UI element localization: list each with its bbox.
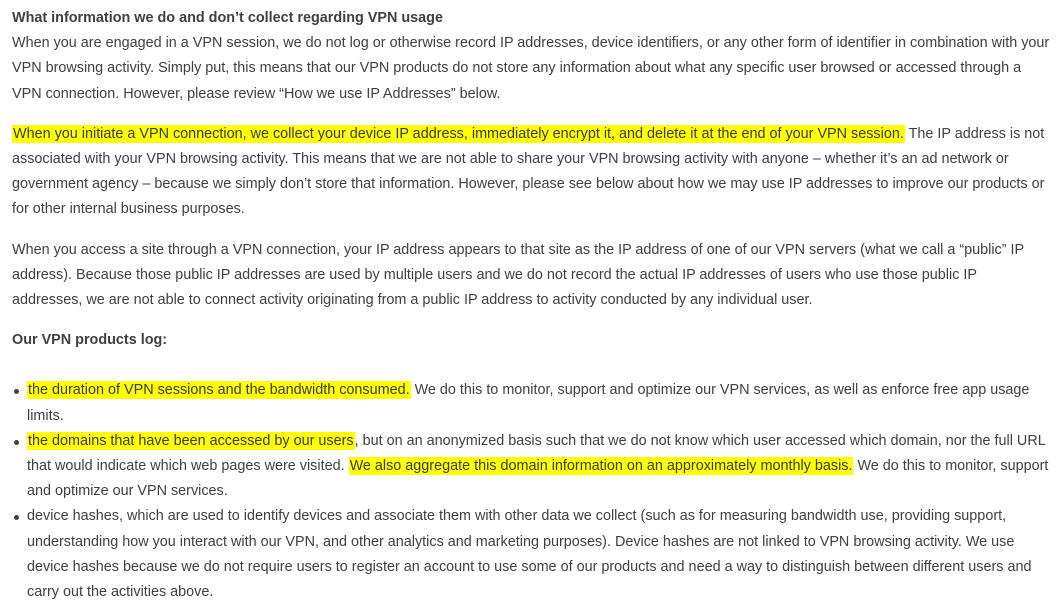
log-list [12, 378, 1051, 605]
list-item-text: device hashes, which are used to identify devices and associate them with other data we collect (such as for measuring bandwidth use, providing support, understanding how you interact with our VPN, and other analytics and marketing purposes). Device hashes are not linked to VPN browsing activity. We use device hashes because we do not require users to register an account to use some of our products and need a way to distinguish between different users and carry out the activities above. [27, 508, 1032, 601]
highlight-domains-accessed: the domains that have been accessed by our users [28, 432, 354, 449]
paragraph-no-logging [12, 31, 1051, 107]
paragraph-no-logging-text: When you are engaged in a VPN session, we do not log or otherwise record IP addresses, device identifiers, or any other form of identifier in combination with your VPN browsing activity. Simply put, this means that our VPN products do not store any information about what any specific user browsed or accessed through a VPN connection. However, please review “How we use IP Addresses” below. [12, 35, 1050, 102]
highlight-ip-collection: When you initiate a VPN connection, we collect your device IP address, immediately encrypt it, and delete it at the end of your VPN session. [13, 125, 904, 142]
paragraph-ip-collection [12, 122, 1051, 223]
list-item [27, 504, 1051, 605]
log-list-label: Our VPN products log: [12, 332, 168, 349]
list-item-text: We do this to monitor, support and optimize our VPN services. [27, 458, 1049, 500]
list-item [27, 429, 1051, 505]
list-item-text: , but on an anonymized basis such that we do not know which user accessed which domain, nor the full URL that would indicate which web pages were visited. [27, 432, 1046, 475]
list-item-text: We do this to monitor, support and optimize our VPN services, as well as enforce free app usage limits. [27, 382, 1030, 424]
highlight-domain-aggregation: We also aggregate this domain information on an approximately monthly basis. [349, 458, 853, 475]
paragraph-public-ip-text: When you access a site through a VPN connection, your IP address appears to that site as the IP address of one of our VPN servers (what we call a “public” IP address). Because those public IP addresses are used by multiple users and we do not record the actual IP addresses of users who use those public IP addresses, we are not able to connect activity originating from a public IP address to activity conducted by any individual user. [12, 241, 1024, 309]
section-heading: What information we do and don’t collect regarding VPN usage [12, 10, 443, 26]
paragraph-ip-collection-text: The IP address is not associated with your VPN browsing activity. This means that we are not able to share your VPN browsing activity with anyone – whether it’s an ad network or government agency – because we simply don’t store that information. However, please see below about how we may use IP addresses to improve our products or for other internal business purposes. [12, 125, 1045, 218]
list-item [27, 378, 1051, 428]
paragraph-public-ip [12, 238, 1051, 314]
highlight-session-duration: the duration of VPN sessions and the bandwidth consumed. [28, 382, 410, 399]
